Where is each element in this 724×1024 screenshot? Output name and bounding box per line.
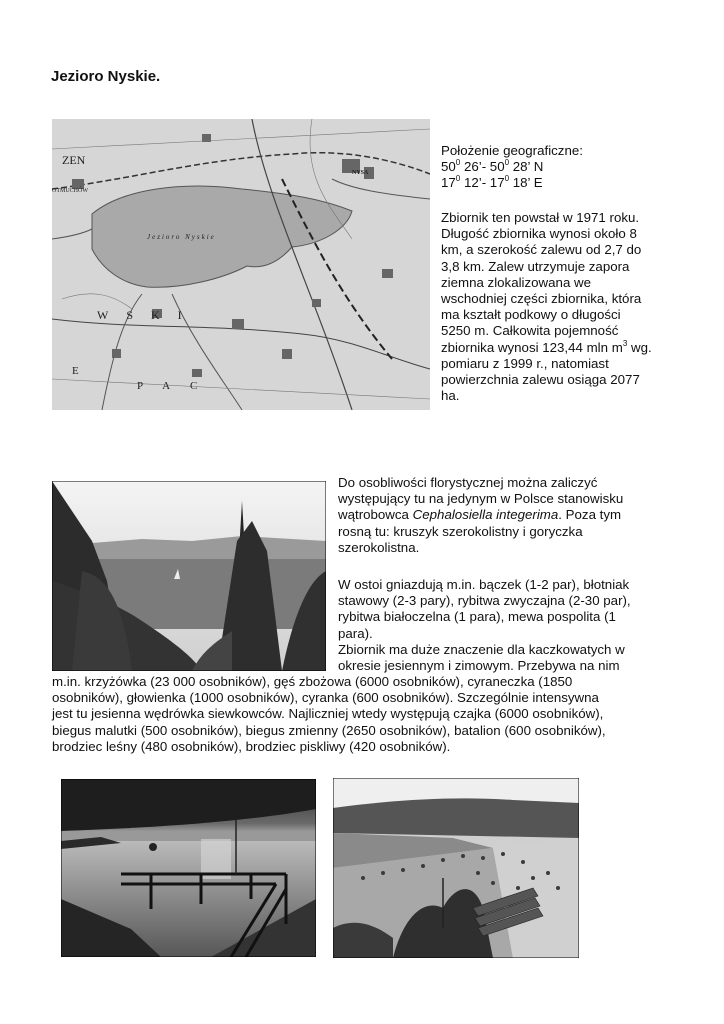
beach-photo [333, 778, 579, 958]
text-line: szerokolistna. [338, 539, 420, 555]
lake-photo [52, 481, 326, 671]
text-line: Zbiornik ma duże znaczenie dla kaczkowatych w [338, 641, 625, 657]
text-line: ha. [441, 388, 460, 404]
text-line: wątrobowca Cephalosiella integerima. Poza tym [338, 507, 622, 523]
text-line: stawowy (2-3 pary), rybitwa zwyczajna (2-30 par), [338, 593, 631, 609]
text-line: Do osobliwości florystycznej można zaliczyć [338, 475, 598, 490]
pier-photo [61, 779, 316, 957]
map-label: WSKI [97, 308, 200, 322]
text-line: ziemna zlokalizowana we [441, 274, 592, 290]
map-label: PAC [137, 380, 218, 392]
geo-block [441, 143, 691, 192]
text-line: zbiornika wynosi 123,44 mln $m^3$ wg. [441, 338, 652, 355]
geo-latitude: $50^0$ 26’- $50^0$ 28’ N [441, 158, 544, 175]
text-line: rybitwa białoczelna (1 para), mewa pospolita (1 [338, 609, 616, 625]
description-paragraph [441, 210, 701, 404]
page-title: Jezioro Nyskie. [51, 68, 161, 85]
map-label: NYSA [352, 170, 369, 176]
map-label: OTMUCHÓW [52, 188, 88, 194]
map-label: ZEN [62, 153, 86, 167]
geo-longitude: $17^0$ 12’- $17^0$ 18’ E [441, 174, 543, 191]
text-line: okresie jesiennym i zimowym. Przebywa na nim [338, 658, 620, 674]
text-line: biegus malutki (500 osobników), biegus zmienny (2650 osobników), batalion (600 osobników), [52, 722, 606, 738]
text-line: Zbiornik ten powstał w 1971 roku. [441, 210, 640, 225]
text-line: Długość zbiornika wynosi około 8 [441, 226, 637, 242]
text-line: osobników), głowienka (1000 osobników), cyranka (600 osobników). Szczególnie intensywna [52, 690, 599, 706]
text-line: W ostoi gniazdują m.in. bączek (1-2 par), błotniak [338, 577, 630, 592]
birds-paragraph [338, 577, 678, 674]
geo-heading: Położenie geograficzne: [441, 143, 583, 158]
text-line: wschodniej części zbiornika, która [441, 291, 642, 307]
text-line: powierzchnia zalewu osiąga 2077 [441, 372, 640, 388]
birds-paragraph-continued [52, 674, 692, 755]
text-line: 3,8 km. Zalew utrzymuje zapora [441, 258, 630, 274]
map-label: E [72, 365, 79, 377]
text-line: rosną tu: kruszyk szerokolistny i goryczka [338, 523, 583, 539]
map-label: Jezioro Nyskie [147, 233, 216, 241]
text-line: jest tu jesienna wędrówka siewkowców. Najliczniej wtedy występują czajka (6000 osobników), [52, 706, 604, 722]
text-line: brodziec leśny (480 osobników), brodziec piskliwy (420 osobników). [52, 738, 451, 754]
text-line: m.in. krzyżówka (23 000 osobników), gęś zbożowa (6000 osobników), cyraneczka (1850 [52, 674, 573, 689]
text-line: ma kształt podkowy o długości [441, 307, 621, 323]
text-line: występujący tu na jedynym w Polsce stanowisku [338, 491, 624, 507]
text-line: pomiaru z 1999 r., natomiast [441, 355, 609, 371]
text-line: para). [338, 625, 373, 641]
map-image [52, 119, 430, 410]
text-line: km, a szerokość zalewu od 2,7 do [441, 242, 642, 258]
text-line: 5250 m. Całkowita pojemność [441, 323, 619, 339]
flora-paragraph [338, 475, 668, 556]
